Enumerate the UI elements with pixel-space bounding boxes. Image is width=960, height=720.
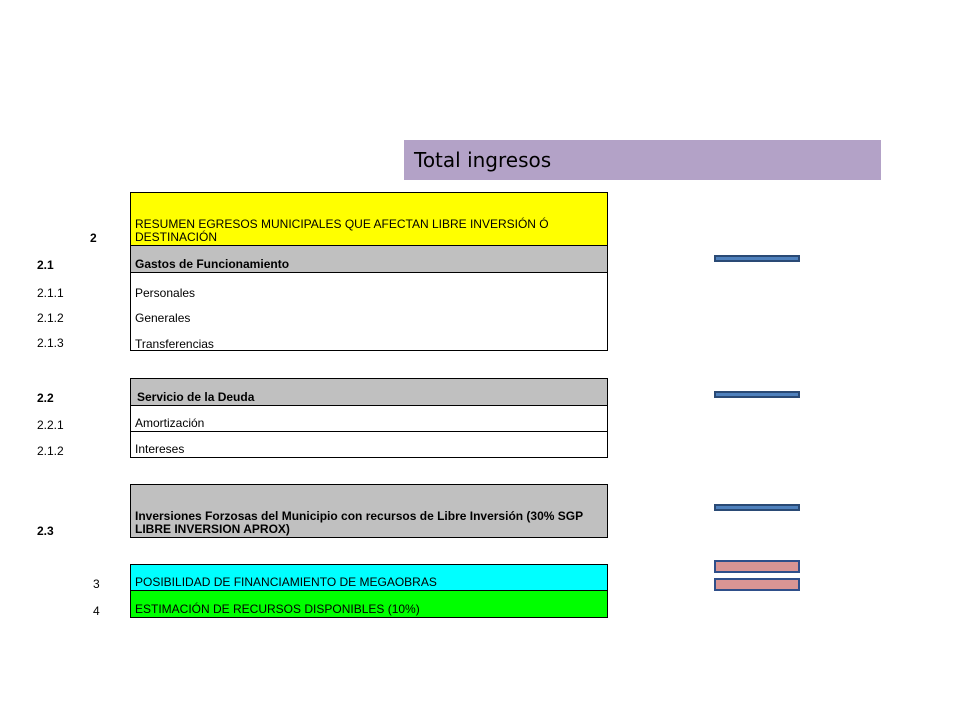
- row-2-egresos-resumen: [130, 192, 608, 246]
- row-code-2-2: 2.2: [37, 391, 54, 405]
- row-code-3: 3: [93, 577, 100, 591]
- row-2-3-inversiones-forzosas: [130, 484, 608, 538]
- row-2-1-1-label: Personales: [135, 286, 196, 300]
- row-code-4: 4: [93, 604, 100, 618]
- row-code-2-2-1: 2.2.1: [37, 418, 64, 432]
- total-ingresos-banner: [404, 140, 881, 180]
- row-2-1-gastos-funcionamiento: [130, 245, 608, 273]
- row-code-2-1-2: 2.1.2: [37, 311, 64, 325]
- row-2-2-1-label: Amortización: [135, 416, 205, 430]
- row-code-2-1: 2.1: [37, 258, 54, 272]
- row-2-label: RESUMEN EGRESOS MUNICIPALES QUE AFECTAN LIBRE INVERSIÓN Ó DESTINACIÓN: [135, 217, 549, 244]
- row-code-2-1-3: 2.1.3: [37, 336, 64, 350]
- banner-title: Total ingresos: [414, 148, 552, 172]
- row-4-label: ESTIMACIÓN DE RECURSOS DISPONIBLES (10%): [135, 602, 420, 616]
- row-code-2-3: 2.3: [37, 524, 54, 538]
- recursos-disponibles-bar: [714, 578, 800, 591]
- row-2-2-servicio-deuda: [130, 378, 608, 406]
- megaobras-bar: [714, 560, 800, 573]
- row-code-2-1-1: 2.1.1: [37, 286, 64, 300]
- row-3-financiamiento-megaobras: [130, 564, 608, 591]
- gastos-funcionamiento-bar: [714, 255, 800, 262]
- row-code-intereses: 2.1.2: [37, 444, 64, 458]
- row-2-1-label: Gastos de Funcionamiento: [135, 257, 290, 271]
- row-2-2-label: Servicio de la Deuda: [137, 390, 255, 404]
- row-intereses-label: Intereses: [135, 442, 185, 456]
- inversiones-forzosas-bar: [714, 504, 800, 511]
- row-3-label: POSIBILIDAD DE FINANCIAMIENTO DE MEGAOBRAS: [135, 575, 437, 589]
- row-2-3-label: Inversiones Forzosas del Municipio con recursos de Libre Inversión (30% SGP LIBRE INVERSION APROX): [135, 509, 583, 536]
- row-2-1-3-label: Transferencias: [135, 337, 214, 351]
- row-2-2-1-amortizacion: [130, 405, 608, 432]
- row-2-1-2-label: Generales: [135, 311, 191, 325]
- servicio-deuda-bar: [714, 391, 800, 398]
- row-code-2: 2: [90, 231, 97, 245]
- row-intereses: [130, 431, 608, 458]
- row-4-recursos-disponibles: [130, 590, 608, 618]
